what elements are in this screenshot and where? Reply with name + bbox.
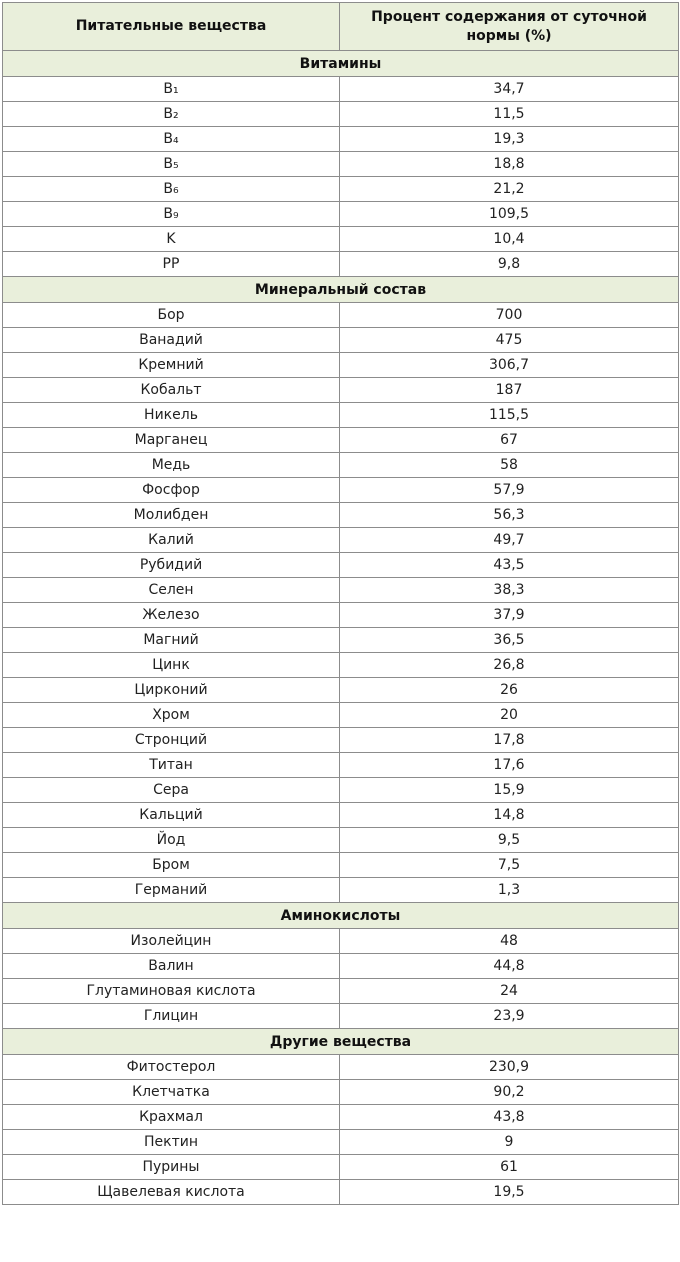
nutrient-percent: 90,2 (340, 1080, 679, 1105)
table-row (3, 753, 679, 778)
nutrient-percent: 43,5 (340, 553, 679, 578)
nutrient-percent: 109,5 (340, 202, 679, 227)
table-row (3, 152, 679, 177)
nutrient-name: Селен (3, 578, 340, 603)
table-header (3, 3, 679, 51)
table-row (3, 728, 679, 753)
table-row (3, 127, 679, 152)
table-row (3, 403, 679, 428)
nutrient-percent: 44,8 (340, 954, 679, 979)
nutrient-percent: 56,3 (340, 503, 679, 528)
nutrient-name: Медь (3, 453, 340, 478)
nutrient-percent: 49,7 (340, 528, 679, 553)
table-row (3, 1105, 679, 1130)
nutrient-name: Пурины (3, 1155, 340, 1180)
table-body (3, 51, 679, 1205)
nutrient-name: B₁ (3, 77, 340, 102)
nutrient-percent: 17,6 (340, 753, 679, 778)
nutrient-percent: 10,4 (340, 227, 679, 252)
nutrient-percent: 306,7 (340, 353, 679, 378)
table-row (3, 303, 679, 328)
nutrient-percent: 23,9 (340, 1004, 679, 1029)
nutrient-name: B₂ (3, 102, 340, 127)
nutrient-percent: 7,5 (340, 853, 679, 878)
section-row (3, 51, 679, 77)
nutrient-name: Бром (3, 853, 340, 878)
header-row (3, 3, 679, 51)
nutrient-name: Глицин (3, 1004, 340, 1029)
nutrient-name: Пектин (3, 1130, 340, 1155)
header-nutrients: Питательные вещества (3, 3, 340, 51)
table-row (3, 878, 679, 903)
section-row (3, 277, 679, 303)
nutrient-percent: 67 (340, 428, 679, 453)
nutrient-percent: 18,8 (340, 152, 679, 177)
nutrient-percent: 187 (340, 378, 679, 403)
nutrient-percent: 9,5 (340, 828, 679, 853)
section-title: Витамины (3, 51, 679, 77)
table-row (3, 353, 679, 378)
nutrient-name: Сера (3, 778, 340, 803)
nutrient-name: PP (3, 252, 340, 277)
nutrient-name: Цинк (3, 653, 340, 678)
section-row (3, 1029, 679, 1055)
nutrient-name: Фосфор (3, 478, 340, 503)
nutrient-percent: 26,8 (340, 653, 679, 678)
nutrient-name: Рубидий (3, 553, 340, 578)
nutrient-percent: 17,8 (340, 728, 679, 753)
section-title: Минеральный состав (3, 277, 679, 303)
nutrient-percent: 15,9 (340, 778, 679, 803)
nutrient-percent: 115,5 (340, 403, 679, 428)
table-row (3, 653, 679, 678)
table-row (3, 503, 679, 528)
nutrient-percent: 48 (340, 929, 679, 954)
table-row (3, 1155, 679, 1180)
nutrient-percent: 19,3 (340, 127, 679, 152)
table-row (3, 77, 679, 102)
nutrient-percent: 11,5 (340, 102, 679, 127)
table-row (3, 803, 679, 828)
nutrient-percent: 700 (340, 303, 679, 328)
nutrient-percent: 9,8 (340, 252, 679, 277)
nutrient-name: Стронций (3, 728, 340, 753)
nutrient-percent: 475 (340, 328, 679, 353)
nutrient-percent: 58 (340, 453, 679, 478)
nutrient-percent: 34,7 (340, 77, 679, 102)
table-row (3, 553, 679, 578)
nutrient-percent: 36,5 (340, 628, 679, 653)
nutrient-name: Магний (3, 628, 340, 653)
nutrient-percent: 43,8 (340, 1105, 679, 1130)
nutrient-name: B₅ (3, 152, 340, 177)
nutrient-percent: 9 (340, 1130, 679, 1155)
nutrient-name: Калий (3, 528, 340, 553)
nutrient-percent: 38,3 (340, 578, 679, 603)
table-row (3, 678, 679, 703)
nutrient-name: Железо (3, 603, 340, 628)
nutrient-name: Глутаминовая кислота (3, 979, 340, 1004)
nutrient-name: Никель (3, 403, 340, 428)
nutrient-percent: 19,5 (340, 1180, 679, 1205)
nutrient-name: Кальций (3, 803, 340, 828)
table-row (3, 603, 679, 628)
nutrient-percent: 14,8 (340, 803, 679, 828)
header-percent-daily: Процент содержания от суточной нормы (%) (340, 3, 679, 51)
section-title: Другие вещества (3, 1029, 679, 1055)
nutrient-name: Изолейцин (3, 929, 340, 954)
nutrient-name: Кобальт (3, 378, 340, 403)
table-row (3, 102, 679, 127)
nutrient-name: Фитостерол (3, 1055, 340, 1080)
nutrient-percent: 57,9 (340, 478, 679, 503)
nutrient-percent: 61 (340, 1155, 679, 1180)
table-row (3, 1004, 679, 1029)
nutrient-percent: 21,2 (340, 177, 679, 202)
table-row (3, 1080, 679, 1105)
table-row (3, 328, 679, 353)
nutrient-name: Валин (3, 954, 340, 979)
nutrient-percent: 26 (340, 678, 679, 703)
nutrient-name: Крахмал (3, 1105, 340, 1130)
table-row (3, 853, 679, 878)
table-row (3, 979, 679, 1004)
nutrients-table (2, 2, 679, 1205)
nutrient-percent: 24 (340, 979, 679, 1004)
table-row (3, 177, 679, 202)
nutrient-percent: 20 (340, 703, 679, 728)
table-row (3, 1055, 679, 1080)
nutrient-name: B₉ (3, 202, 340, 227)
table-row (3, 1130, 679, 1155)
nutrient-percent: 230,9 (340, 1055, 679, 1080)
nutrient-name: Йод (3, 828, 340, 853)
nutrient-name: Хром (3, 703, 340, 728)
table-row (3, 778, 679, 803)
nutrient-name: Германий (3, 878, 340, 903)
section-title: Аминокислоты (3, 903, 679, 929)
table-row (3, 929, 679, 954)
nutrient-name: Бор (3, 303, 340, 328)
nutrient-name: Марганец (3, 428, 340, 453)
nutrient-name: Молибден (3, 503, 340, 528)
nutrient-name: K (3, 227, 340, 252)
table-row (3, 252, 679, 277)
table-row (3, 703, 679, 728)
nutrient-percent: 37,9 (340, 603, 679, 628)
nutrient-name: B₆ (3, 177, 340, 202)
nutrient-name: Кремний (3, 353, 340, 378)
table-row (3, 1180, 679, 1205)
nutrient-name: Щавелевая кислота (3, 1180, 340, 1205)
nutrient-name: Титан (3, 753, 340, 778)
table-row (3, 828, 679, 853)
table-row (3, 478, 679, 503)
table-row (3, 578, 679, 603)
nutrient-name: B₄ (3, 127, 340, 152)
nutrient-percent: 1,3 (340, 878, 679, 903)
table-row (3, 453, 679, 478)
table-row (3, 378, 679, 403)
table-row (3, 227, 679, 252)
table-row (3, 428, 679, 453)
nutrient-name: Цирконий (3, 678, 340, 703)
nutrient-name: Клетчатка (3, 1080, 340, 1105)
table-row (3, 528, 679, 553)
table-row (3, 954, 679, 979)
table-row (3, 628, 679, 653)
table-row (3, 202, 679, 227)
nutrient-name: Ванадий (3, 328, 340, 353)
section-row (3, 903, 679, 929)
